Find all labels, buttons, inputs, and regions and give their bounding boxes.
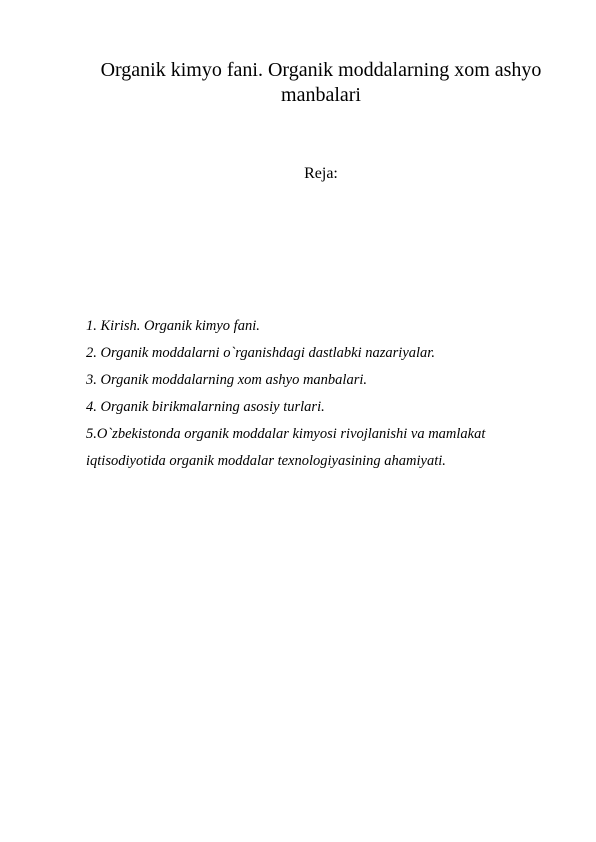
plan-item: 4. Organik birikmalarning asosiy turlari. bbox=[86, 399, 325, 415]
plan-list bbox=[86, 313, 526, 475]
plan-item: 3. Organik moddalarning xom ashyo manbalari. bbox=[86, 372, 367, 388]
plan-item: 1. Kirish. Organik kimyo fani. bbox=[86, 318, 260, 334]
plan-item: 2. Organik moddalarni o`rganishdagi dastlabki nazariyalar. bbox=[86, 345, 435, 361]
plan-heading: Reja: bbox=[304, 165, 338, 182]
plan-item: 5.O`zbekistonda organik moddalar kimyosi rivojlanishi va mamlakat iqtisodiyotida organik moddalar texnologiyasining ahamiyati. bbox=[86, 426, 486, 469]
document-title: Organik kimyo fani. Organik moddalarning xom ashyo manbalari bbox=[100, 59, 542, 106]
